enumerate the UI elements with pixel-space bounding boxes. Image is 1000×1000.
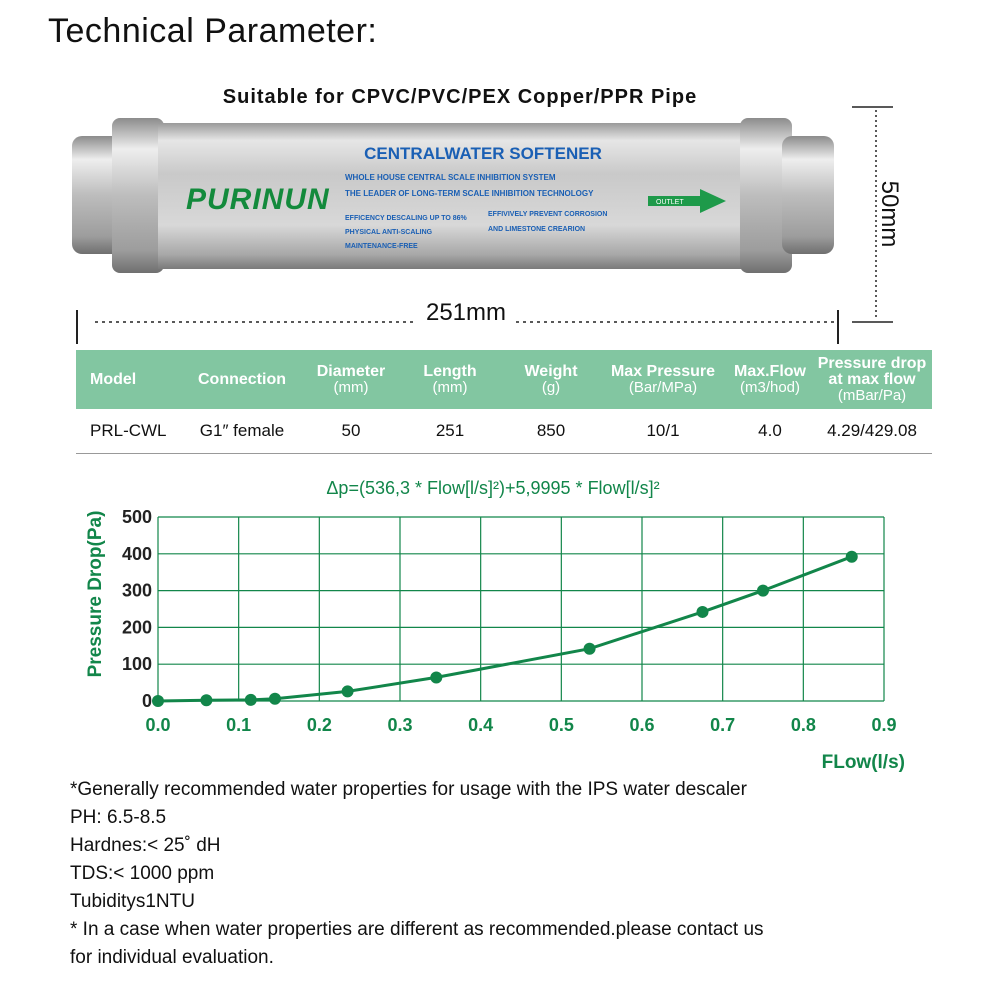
cell-diameter: 50 xyxy=(306,409,396,454)
length-label: 251mm xyxy=(425,299,507,326)
data-point xyxy=(846,551,858,563)
spec-table xyxy=(76,350,932,454)
chart-grid xyxy=(158,517,884,701)
data-point xyxy=(584,643,596,655)
chart-series xyxy=(152,551,858,707)
x-tick-label: 0.3 xyxy=(387,715,413,735)
cell-pressure-drop: 4.29/429.08 xyxy=(812,409,932,454)
product-line-2: THE LEADER OF LONG-TERM SCALE INHIBITION TECHNOLOGY xyxy=(345,189,594,198)
spec-table-header xyxy=(76,350,932,409)
cell-length: 251 xyxy=(396,409,504,454)
chart-xlabel: FLow(l/s) xyxy=(821,752,905,773)
x-tick-label: 0.8 xyxy=(790,715,816,735)
feature-3: MAINTENANCE-FREE xyxy=(345,243,418,250)
page-title: Technical Parameter: xyxy=(48,12,378,50)
header-pressure-drop: Pressure drop at max flow (mBar/Pa) xyxy=(812,350,932,409)
header-connection: Connection xyxy=(178,350,306,409)
note-line: Hardnes:< 25˚ dH xyxy=(70,835,221,856)
cell-weight: 850 xyxy=(504,409,598,454)
feature-5: AND LIMESTONE CREARION xyxy=(488,226,586,233)
x-tick-label: 0.7 xyxy=(710,715,736,735)
x-tick-label: 0.0 xyxy=(145,715,171,735)
data-point xyxy=(200,694,212,706)
diameter-label: 50mm xyxy=(876,180,903,248)
outlet-label: OUTLET xyxy=(656,199,684,206)
left-cap xyxy=(112,118,164,273)
header-model: Model xyxy=(76,350,178,409)
note-line: TDS:< 1000 ppm xyxy=(70,863,215,884)
feature-2: PHYSICAL ANTI-SCALING xyxy=(345,229,433,236)
right-fitting xyxy=(782,136,834,254)
y-tick-label: 300 xyxy=(121,580,152,601)
header-weight: Weight (g) xyxy=(504,350,598,409)
product-line-1: WHOLE HOUSE CENTRAL SCALE INHIBITION SYSTEM xyxy=(345,173,556,182)
data-point xyxy=(430,671,442,683)
y-tick-label: 500 xyxy=(121,507,152,527)
x-tick-label: 0.1 xyxy=(226,715,252,735)
header-length: Length (mm) xyxy=(396,350,504,409)
header-diameter: Diameter (mm) xyxy=(306,350,396,409)
water-notes xyxy=(70,776,764,972)
table-row xyxy=(76,409,932,454)
y-tick-label: 0 xyxy=(141,691,152,711)
feature-1: EFFICENCY DESCALING UP TO 86% xyxy=(345,215,467,222)
brand-logo: PURINUN xyxy=(186,183,330,216)
product-heading: CENTRALWATER SOFTENER xyxy=(364,144,602,163)
feature-4: EFFIVIVELY PREVENT CORROSION xyxy=(488,211,608,218)
chart-title: Δp=(536,3 * Flow[l/s]²)+5,9995 * Flow[l/s]² xyxy=(326,478,660,498)
x-tick-label: 0.5 xyxy=(548,715,574,735)
y-tick-label: 100 xyxy=(121,654,152,675)
cell-model: PRL-CWL xyxy=(76,409,178,454)
data-point xyxy=(245,694,257,706)
series-line xyxy=(158,557,852,701)
x-tick-label: 0.4 xyxy=(468,715,494,735)
subtitle: Suitable for CPVC/PVC/PEX Copper/PPR Pipe xyxy=(222,86,698,108)
pressure-drop-chart xyxy=(0,470,1000,775)
cell-max-flow: 4.0 xyxy=(728,409,812,454)
data-point xyxy=(152,695,164,707)
note-line: *Generally recommended water properties for usage with the IPS water descaler xyxy=(70,779,747,800)
y-tick-label: 200 xyxy=(121,617,152,638)
cell-connection: G1″ female xyxy=(178,409,306,454)
chart-ylabel: Pressure Drop(Pa) xyxy=(85,510,106,678)
cell-max-pressure: 10/1 xyxy=(598,409,728,454)
data-point xyxy=(757,585,769,597)
note-line: * In a case when water properties are different as recommended.please contact us xyxy=(70,919,764,940)
y-tick-label: 400 xyxy=(121,543,152,564)
x-tick-label: 0.9 xyxy=(871,715,897,735)
header-max-pressure: Max Pressure (Bar/MPa) xyxy=(598,350,728,409)
data-point xyxy=(269,693,281,705)
note-line: PH: 6.5-8.5 xyxy=(70,807,167,828)
data-point xyxy=(342,685,354,697)
x-tick-label: 0.6 xyxy=(629,715,655,735)
note-line: Tubiditys1NTU xyxy=(70,891,195,912)
x-tick-label: 0.2 xyxy=(306,715,332,735)
data-point xyxy=(697,606,709,618)
product-illustration xyxy=(0,0,1000,345)
note-line: for individual evaluation. xyxy=(70,947,274,968)
header-max-flow: Max.Flow (m3/hod) xyxy=(728,350,812,409)
